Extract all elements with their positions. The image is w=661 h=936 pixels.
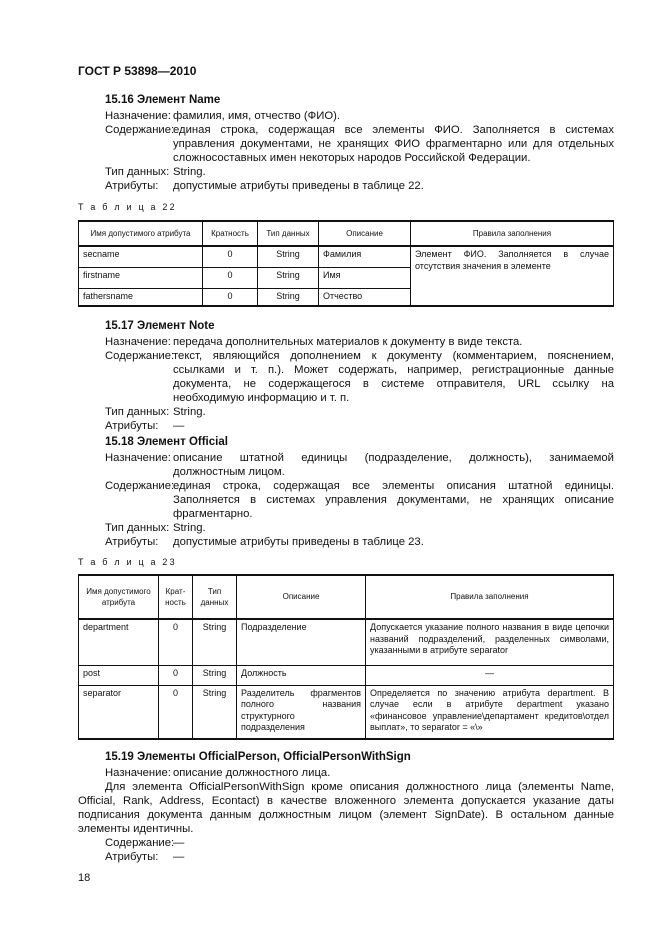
- cell: String: [193, 685, 237, 739]
- field-value: единая строка, содержащая все элементы описания штатной единицы. Заполняется в системах управления документами, не хранящих описание фрагментарно.: [173, 480, 614, 520]
- cell: 0: [159, 619, 193, 665]
- cell: secname: [79, 246, 203, 267]
- field-value: —: [173, 837, 185, 849]
- field-value: допустимые атрибуты приведены в таблице 22.: [173, 180, 424, 192]
- field-label: Содержание:: [105, 350, 175, 362]
- section-title: 15.17 Элемент Note: [105, 320, 215, 332]
- table-22-caption: Т а б л и ц а 22: [78, 202, 177, 212]
- document-header: ГОСТ Р 53898—2010: [78, 64, 197, 78]
- field-label: Назначение:: [105, 452, 171, 464]
- section-title: 15.16 Элемент Name: [105, 94, 221, 106]
- column-header: Кратность: [203, 221, 258, 246]
- cell: post: [79, 665, 159, 685]
- field-label: Назначение:: [105, 110, 171, 122]
- page-number: 18: [78, 872, 91, 884]
- cell: Определяется по значению атрибута department. В случае если в атрибуте department указано «финансовое управление\департамент кредитов\отдел выплат», то separator = «\»: [366, 685, 614, 739]
- field-value: String.: [173, 166, 206, 178]
- cell: Должность: [237, 665, 366, 685]
- cell: String: [258, 267, 319, 288]
- field-label: Назначение:: [105, 336, 171, 348]
- field-value: String.: [173, 522, 206, 534]
- cell: Подразделение: [237, 619, 366, 665]
- section-title: 15.18 Элемент Official: [105, 436, 228, 448]
- cell: separator: [79, 685, 159, 739]
- table-22: [78, 220, 614, 307]
- field-label: Тип данных:: [105, 406, 170, 418]
- cell: String: [258, 246, 319, 267]
- cell: fathersname: [79, 288, 203, 306]
- column-header: Тип данных: [193, 575, 237, 619]
- column-header: Правила заполнения: [411, 221, 614, 246]
- field-label: Тип данных:: [105, 166, 170, 178]
- cell: String: [193, 619, 237, 665]
- column-header: Имя допустимого атрибута: [79, 575, 159, 619]
- field-value: фамилия, имя, отчество (ФИО).: [173, 110, 341, 122]
- field-value: —: [173, 851, 185, 863]
- field-value: допустимые атрибуты приведены в таблице 23.: [173, 536, 424, 548]
- field-label: Атрибуты:: [105, 180, 159, 192]
- field-value: String.: [173, 406, 206, 418]
- cell: 0: [203, 288, 258, 306]
- field-label: Атрибуты:: [105, 420, 159, 432]
- cell: 0: [203, 246, 258, 267]
- field-value: передача дополнительных материалов к документу в виде текста.: [173, 336, 523, 348]
- column-header: Имя допустимого атрибута: [79, 221, 203, 246]
- cell: Элемент ФИО. Заполняется в случае отсутствия значения в элементе: [411, 246, 614, 306]
- cell: 0: [203, 267, 258, 288]
- cell: department: [79, 619, 159, 665]
- cell: String: [193, 665, 237, 685]
- field-label: Назначение:: [105, 767, 171, 779]
- field-label: Атрибуты:: [105, 536, 159, 548]
- cell: —: [366, 665, 614, 685]
- field-value: единая строка, содержащая все элементы ФИО. Заполняется в системах управления документами, не хранящих ФИО фрагментарно или для отдельных сложносоставных имен некоторых народов Российской Федерации.: [173, 124, 614, 164]
- table-row: [79, 619, 614, 665]
- cell: Разделитель фрагментов полного названия структурного подразделения: [237, 685, 366, 739]
- table-row: [79, 665, 614, 685]
- field-label: Содержание:: [105, 837, 175, 849]
- column-header: Описание: [237, 575, 366, 619]
- table-row: [79, 246, 614, 267]
- cell: Фамилия: [319, 246, 411, 267]
- field-value: описание должностного лица.: [173, 767, 331, 779]
- table-23-caption: Т а б л и ц а 23: [78, 557, 177, 567]
- paragraph: Для элемента OfficialPersonWithSign кроме описания должностного лица (элементы Name, Official, Rank, Address, Econtact) в качестве вложенного элемента допускается указание даты подписания документа данным должностным лицом (элемент SignDate). В остальном данные элементы идентичны.: [78, 781, 614, 835]
- field-label: Атрибуты:: [105, 851, 159, 863]
- section-15-17: [78, 319, 614, 433]
- field-label: Содержание:: [105, 124, 175, 136]
- section-15-19: [78, 750, 614, 864]
- cell: 0: [159, 685, 193, 739]
- column-header: Крат-ность: [159, 575, 193, 619]
- cell: firstname: [79, 267, 203, 288]
- cell: String: [258, 288, 319, 306]
- column-header: Правила заполнения: [366, 575, 614, 619]
- column-header: Тип данных: [258, 221, 319, 246]
- field-value: описание штатной единицы (подразделение, должность), занимаемой должностным лицом.: [173, 452, 614, 478]
- field-label: Содержание:: [105, 480, 175, 492]
- cell: Отчество: [319, 288, 411, 306]
- cell: Допускается указание полного названия в виде цепочки названий подразделений, разделенных символами, указанными в атрибуте separator: [366, 619, 614, 665]
- column-header: Описание: [319, 221, 411, 246]
- field-value: текст, являющийся дополнением к документу (комментарием, пояснением, ссылками и т. п.). Может содержать, например, регистрационные данные документа, не содержащегося в системе отправителя, URL ссылку на необходимую информацию и т. п.: [173, 350, 614, 404]
- cell: 0: [159, 665, 193, 685]
- field-label: Тип данных:: [105, 522, 170, 534]
- section-15-18: [78, 435, 614, 549]
- table-row: [79, 685, 614, 739]
- field-value: —: [173, 420, 185, 432]
- cell: Имя: [319, 267, 411, 288]
- section-title: 15.19 Элементы OfficialPerson, OfficialPersonWithSign: [105, 751, 411, 763]
- section-15-16: [78, 93, 614, 193]
- table-23: [78, 574, 614, 740]
